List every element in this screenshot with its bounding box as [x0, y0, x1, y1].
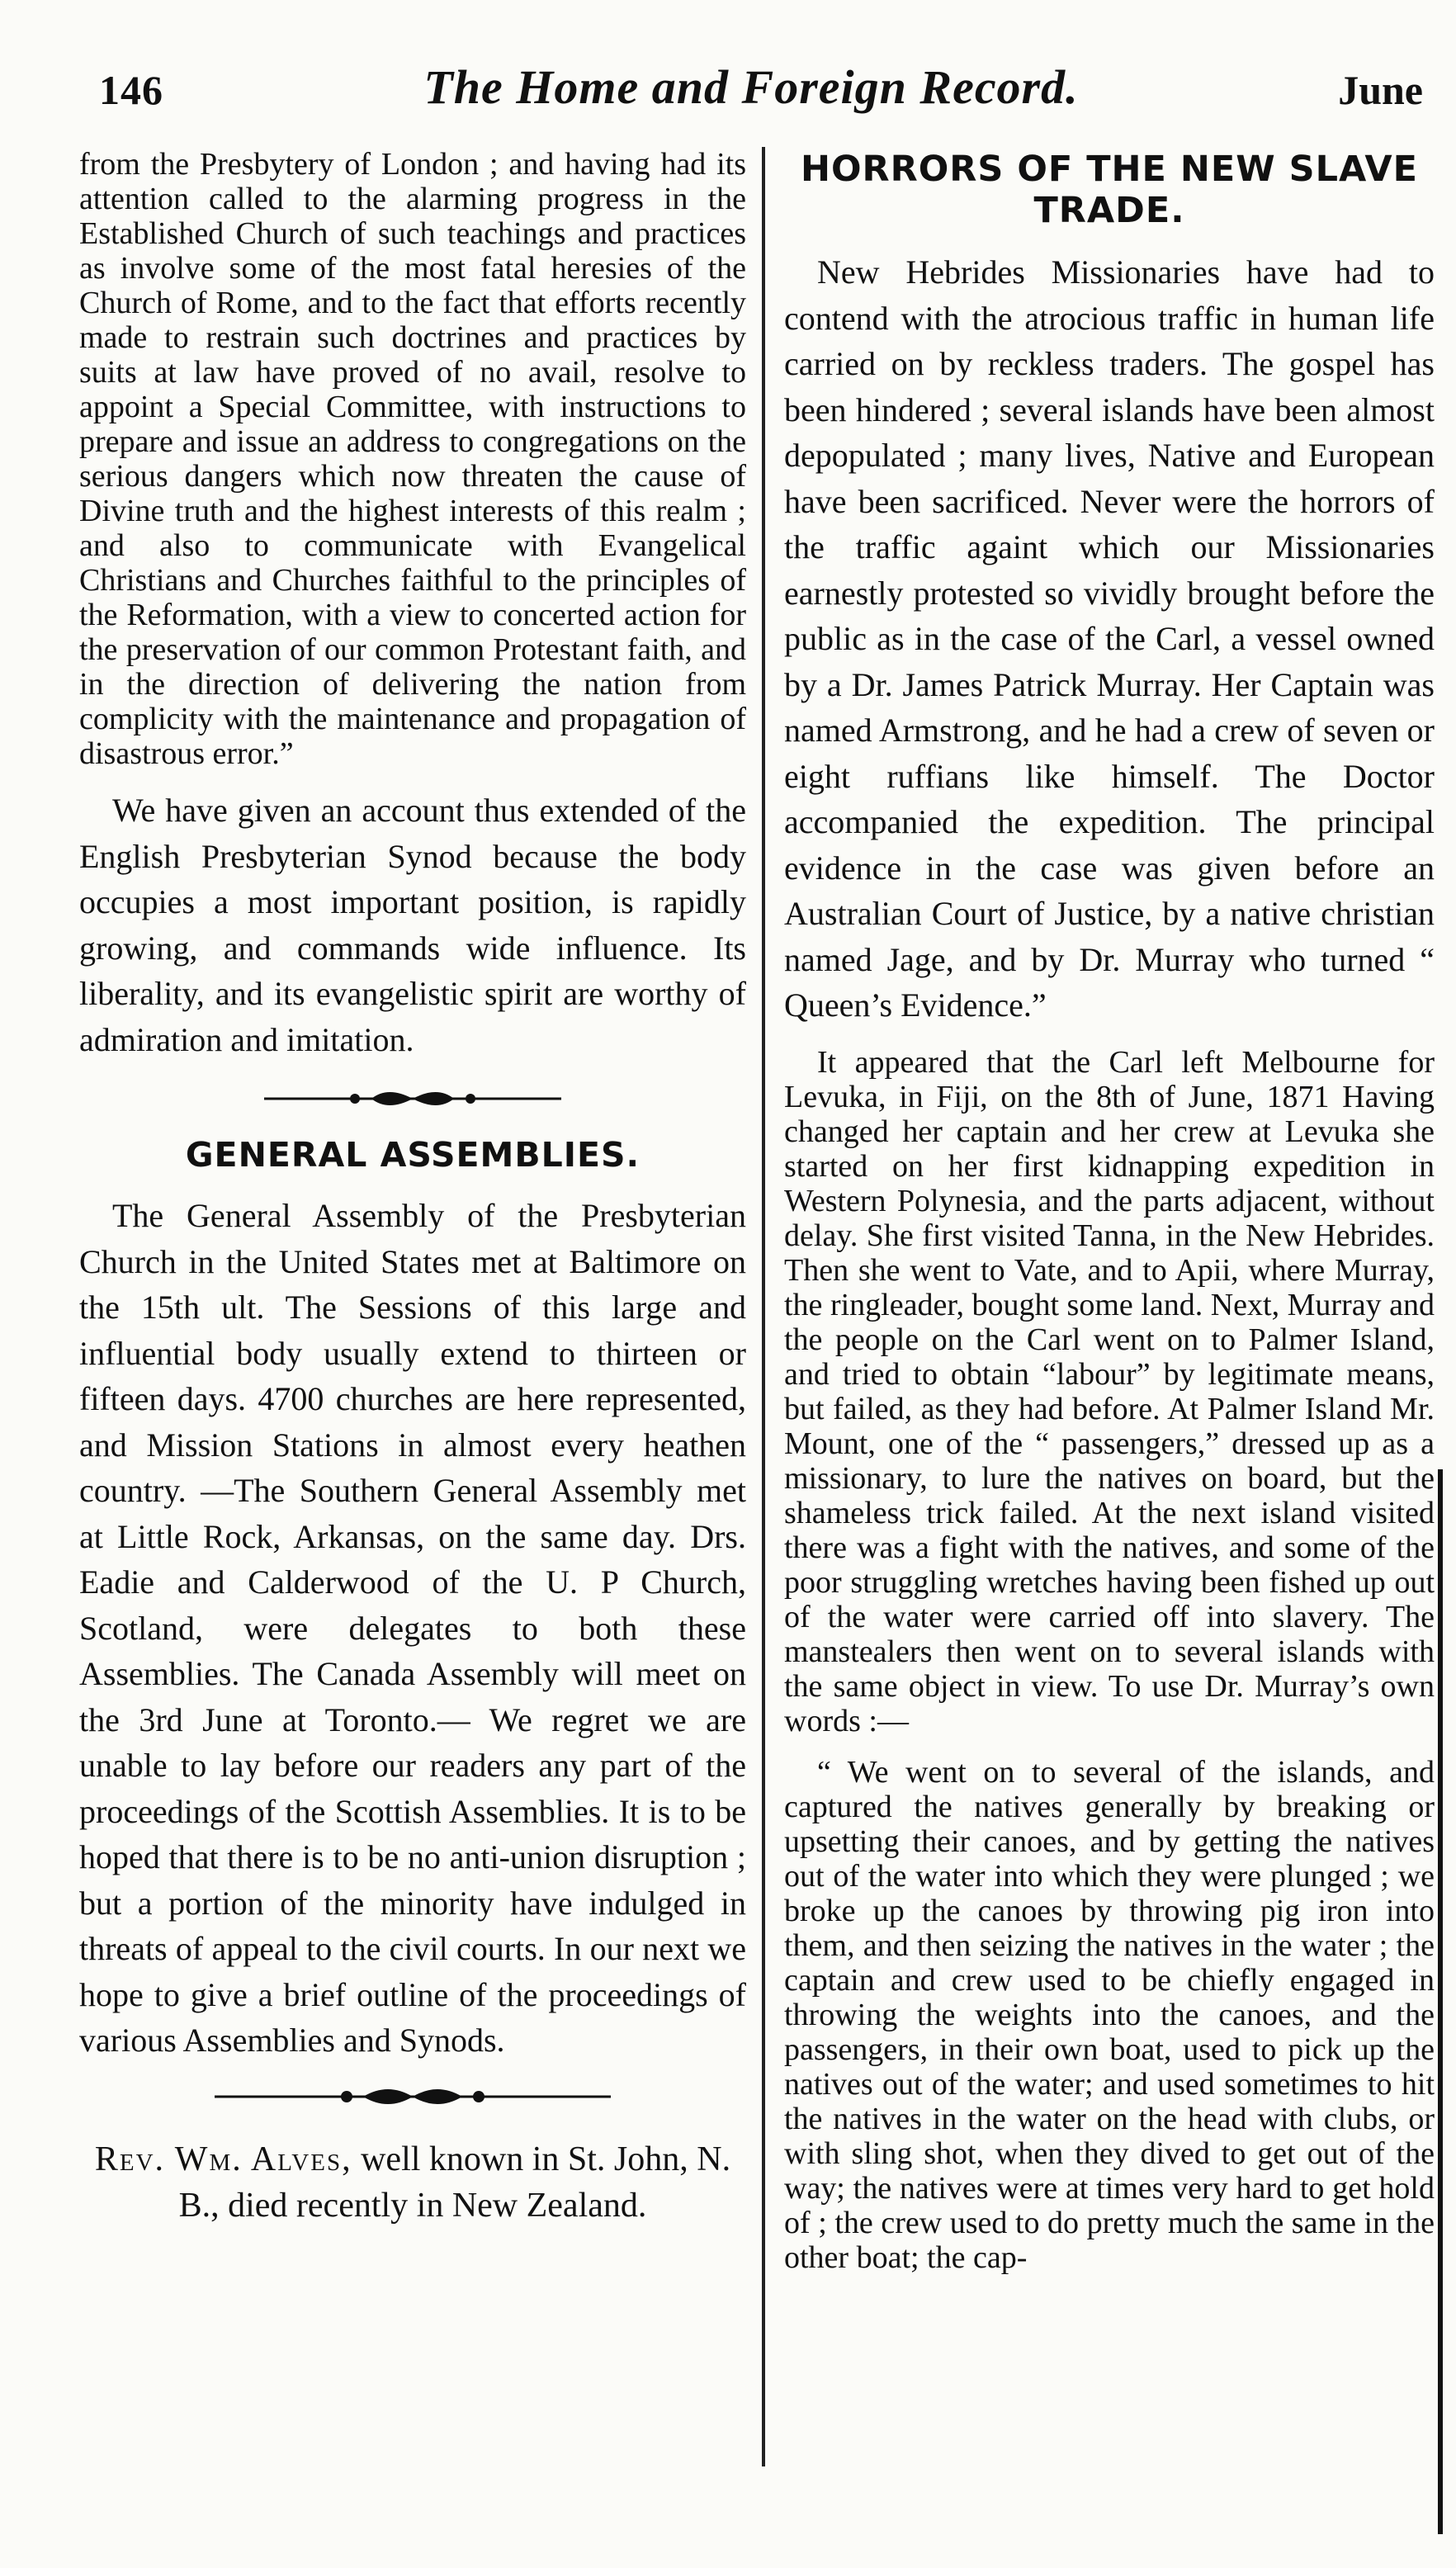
margin-rule [1438, 1469, 1443, 2534]
right-column [784, 147, 1435, 2275]
intro-paragraph: New Hebrides Missionaries have had to contend with the atrocious traffic in human life carried on by reckless traders. The gospel has been hindered ; several islands have been almost depopulated ; many lives, Native and European have been sacrificed. Never were the horrors of the traffic againt which our Missionaries earnestly protested so vividly brought before the public as in the case of the Carl, a vessel owned by a Dr. James Patrick Murray. Her Captain was named Armstrong, and he had a crew of seven or eight ruffians like himself. The Doctor accompanied the expedition. The principal evidence in the case was given before an Australian Court of Justice, by a native christian named Jage, and by Dr. Murray who turned “ Queen’s Evidence.” [784, 253, 1435, 1024]
obituary-text: well known in St. John, N. B., died recently in New Zealand. [178, 2140, 731, 2225]
ornament-divider [264, 1082, 561, 1115]
left-column [79, 147, 746, 2229]
issue-month: June [1338, 67, 1423, 113]
continuation-paragraph: from the Presbytery of London ; and having had its attention called to the alarming progress in the Established Church of such teachings and practices as involve some of the most fatal heresies of the Church of Rome, and to the fact that efforts recently made to restrain such doctrines and practices by suits at law have proved of no avail, resolve to appoint a Special Committee, with instructions to prepare and issue an address to congregations on the serious dangers which now threaten the cause of Divine truth and the highest interests of this realm ; and also to communicate with Evangelical Christians and Churches faithful to the principles of the Reformation, with a view to concerted action for the preservation of our common Protestant faith, and in the direction of delivering the nation from complicity with the maintenance and propagation of disastrous error.” [79, 147, 746, 771]
obituary-name: Rev. Wm. Alves, [94, 2140, 352, 2178]
assemblies-paragraph: The General Assembly of the Presbyterian Church in the United States met at Baltimore on the 15th ult. The Sessions of this large and influential body usually extend to thirteen or fifteen days. 4700 churches are here represented, and Mission Stations in almost every heathen country. —The Southern General Assembly met at Little Rock, Arkansas, on the same day. Drs. Eadie and Calderwood of the U. P Church, Scotland, were delegates to both these Assemblies. The Canada Assembly will meet on the 3rd June at Toronto.— We regret we are unable to lay before our readers any part of the proceedings of the Scottish Assemblies. It is to be hoped that there is to be no anti-union disruption ; but a portion of the minority have indulged in threats of appeal to the civil courts. In our next we hope to give a brief outline of the proceedings of various Assemblies and Synods. [79, 1197, 746, 2059]
carl-paragraph: It appeared that the Carl left Melbourne for Levuka, in Fiji, on the 8th of June, 1871 Having changed her captain and her crew at Levuka she started on her first kidnapping expedition in Western Polynesia, and the parts adjacent, without delay. She first visited Tanna, in the New Hebrides. Then she went to Vate, and to Apii, where Murray, the ringleader, bought some land. Next, Murray and the people on the Carl went on to Palmer Island, and tried to obtain “labour” by legitimate means, but failed, as they had before. At Palmer Island Mr. Mount, one of the “ passengers,” dressed up as a missionary, to lure the natives on board, but the shameless trick failed. At the next island visited there was a fight with the natives, and some of the poor struggling wretches having been fished up out of the water were carried off into slavery. The manstealers then went on to several islands with the same object in view. To use Dr. Murray’s own words :— [784, 1044, 1435, 1738]
journal-title: The Home and Foreign Record. [423, 60, 1079, 114]
synod-paragraph: We have given an account thus extended of the English Presbyterian Synod because the body occupies a most important position, is rapidly growing, and commands wide influence. Its liberality, and its evangelistic spirit are worthy of admiration and imitation. [79, 792, 746, 1058]
page-header [79, 51, 1423, 125]
assemblies-heading: GENERAL ASSEMBLIES. [185, 1135, 641, 1175]
column-divider [762, 147, 765, 2466]
obituary-notice [79, 2136, 746, 2229]
ornament-divider-2 [215, 2080, 611, 2113]
page-number: 146 [99, 67, 163, 113]
murray-quote-paragraph: “ We went on to several of the islands, and captured the natives generally by breaking or upsetting their canoes, and by getting the natives out of the water into which they were plunged ; we broke up the canoes by throwing pig iron into them, and then seizing the natives in the water ; the captain and crew used to be chiefly engaged in throwing the weights into the canoes, and the passengers, in their own boat, used to pick up the natives out of the water; and used sometimes to hit the natives in the water on the head with clubs, or with sling shot, when they dived to get out of the way; the natives were at times very hard to get hold of ; the crew used to do pretty much the same in the other boat; the cap- [784, 1754, 1435, 2275]
slave-trade-heading: HORRORS OF THE NEW SLAVE TRADE. [800, 149, 1419, 231]
